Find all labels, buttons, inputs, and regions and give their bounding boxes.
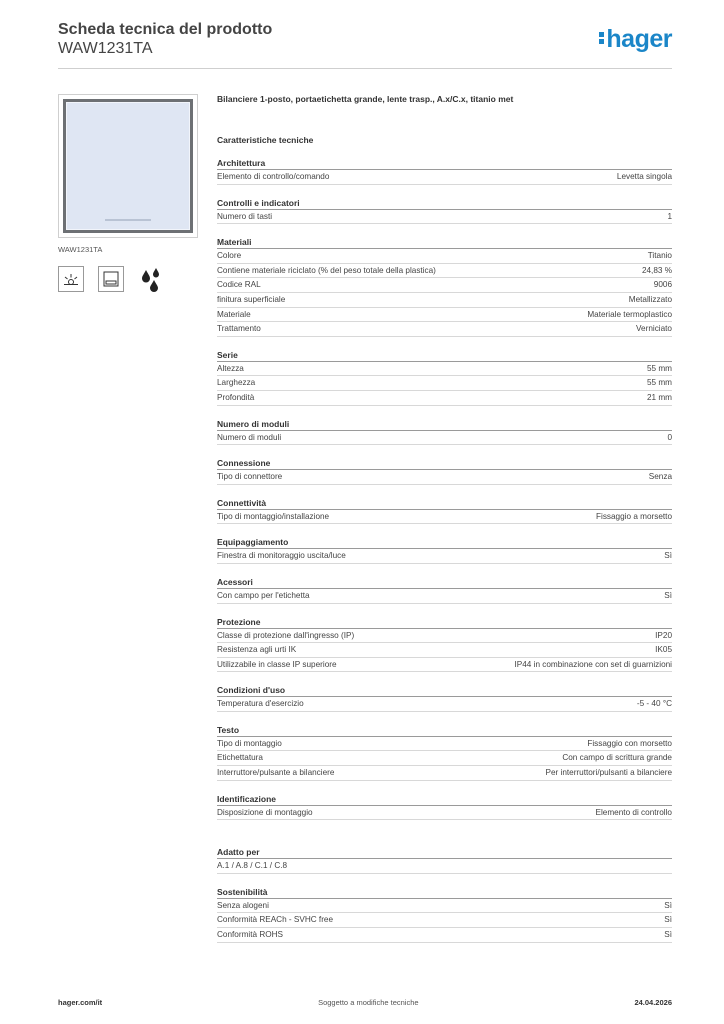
spec-group — [217, 576, 672, 604]
spec-group — [217, 236, 672, 337]
spec-group-title: Serie — [217, 349, 672, 362]
spec-row — [217, 322, 672, 337]
spec-row — [217, 510, 672, 525]
spec-group-title: Testo — [217, 724, 672, 737]
spec-row — [217, 737, 672, 752]
spec-value: 9006 — [653, 280, 672, 290]
spec-label: Contiene materiale riciclato (% del peso totale della plastica) — [217, 265, 436, 275]
spec-label: Colore — [217, 251, 242, 261]
feature-icons — [58, 266, 198, 292]
spec-row — [217, 899, 672, 914]
spec-label: Codice RAL — [217, 280, 261, 290]
spec-label: Classe di protezione dall'ingresso (IP) — [217, 630, 355, 640]
label-holder-icon — [98, 266, 124, 292]
spec-label: Profondità — [217, 392, 255, 402]
spec-value: Fissaggio con morsetto — [587, 738, 672, 748]
spec-label: Interruttore/pulsante a bilanciere — [217, 768, 335, 778]
spec-group-title: Identificazione — [217, 793, 672, 806]
footer-website[interactable]: hager.com/it — [58, 998, 103, 1007]
spec-value: IP20 — [655, 630, 672, 640]
spec-row — [217, 210, 672, 225]
spec-group-title: Sostenibilità — [217, 886, 672, 899]
spec-value: Titanio — [647, 251, 672, 261]
spec-groups — [217, 157, 672, 943]
spec-group-title: Connettività — [217, 497, 672, 510]
spec-row — [217, 362, 672, 377]
spec-group-title: Adatto per — [217, 846, 672, 859]
document-header — [58, 20, 672, 69]
section-gap — [217, 832, 672, 846]
spec-value: 24,83 % — [641, 265, 672, 275]
spec-value: 55 mm — [646, 378, 672, 388]
spec-row — [217, 697, 672, 712]
spec-value: Senza — [648, 472, 672, 482]
logo-text: hager — [606, 25, 672, 53]
spec-value: -5 - 40 °C — [636, 699, 672, 709]
spec-row — [217, 913, 672, 928]
specs-heading: Caratteristiche tecniche — [217, 135, 314, 145]
spec-value: 55 mm — [646, 363, 672, 373]
spec-row — [217, 391, 672, 406]
spec-row — [217, 249, 672, 264]
spec-label: finitura superficiale — [217, 294, 286, 304]
spec-label: Tipo di montaggio/installazione — [217, 511, 330, 521]
spec-group — [217, 418, 672, 446]
spec-group — [217, 157, 672, 185]
spec-value: Verniciato — [636, 324, 672, 334]
spec-label: Disposizione di montaggio — [217, 807, 313, 817]
spec-group — [217, 724, 672, 781]
spec-value: Sì — [664, 900, 672, 910]
spec-group — [217, 349, 672, 406]
product-image — [58, 94, 198, 238]
spec-group-title: Protezione — [217, 616, 672, 629]
document-footer — [58, 998, 672, 1007]
spec-label: Etichettatura — [217, 753, 263, 763]
spec-label: Finestra di monitoraggio uscita/luce — [217, 551, 346, 561]
spec-value: 1 — [667, 211, 672, 221]
spec-group-title: Architettura — [217, 157, 672, 170]
spec-group — [217, 793, 672, 821]
spec-group — [217, 457, 672, 485]
spec-group-title: Condizioni d'uso — [217, 684, 672, 697]
hager-logo — [599, 25, 672, 54]
spec-label: Temperatura d'esercizio — [217, 699, 304, 709]
spec-label: Tipo di montaggio — [217, 738, 282, 748]
spec-label: Conformità ROHS — [217, 930, 283, 940]
spec-row — [217, 751, 672, 766]
spec-group — [217, 684, 672, 712]
spec-group-title: Connessione — [217, 457, 672, 470]
spec-value: 21 mm — [646, 392, 672, 402]
specifications — [217, 93, 672, 955]
spec-group-title: Acessori — [217, 576, 672, 589]
spec-group — [217, 497, 672, 525]
spec-value: Sì — [664, 590, 672, 600]
footer-note: Soggetto a modifiche tecniche — [318, 998, 419, 1007]
spec-value: Elemento di controllo — [595, 807, 672, 817]
light-indicator-icon — [58, 266, 84, 292]
product-image-caption: WAW1231TA — [58, 245, 103, 254]
water-drops-icon — [138, 266, 164, 292]
document-title: Scheda tecnica del prodotto — [58, 21, 273, 38]
spec-group — [217, 197, 672, 225]
spec-label: Resistenza agli urti IK — [217, 645, 297, 655]
spec-value: 0 — [667, 432, 672, 442]
logo-dots-icon — [599, 30, 605, 46]
spec-value: Sì — [664, 915, 672, 925]
spec-label: Numero di tasti — [217, 211, 273, 221]
spec-value: IK05 — [655, 645, 672, 655]
spec-row — [217, 859, 672, 874]
spec-label: Senza alogeni — [217, 900, 269, 910]
spec-row — [217, 928, 672, 943]
spec-group-title: Numero di moduli — [217, 418, 672, 431]
spec-row — [217, 278, 672, 293]
footer-date: 24.04.2026 — [634, 998, 672, 1007]
spec-value: Levetta singola — [616, 172, 672, 181]
spec-label: Materiale — [217, 309, 251, 319]
spec-value: Sì — [664, 930, 672, 940]
spec-group — [217, 616, 672, 673]
spec-row — [217, 170, 672, 185]
spec-label: Tipo di connettore — [217, 472, 283, 482]
spec-row — [217, 470, 672, 485]
product-description: Bilanciere 1-posto, portaetichetta grande, lente trasp., A.x/C.x, titanio met — [217, 94, 514, 104]
spec-row — [217, 766, 672, 781]
spec-value: Materiale termoplastico — [587, 309, 672, 319]
spec-row — [217, 264, 672, 279]
label-holder-line — [105, 219, 151, 221]
spec-label: Con campo per l'etichetta — [217, 590, 310, 600]
spec-row — [217, 549, 672, 564]
spec-group — [217, 846, 672, 874]
spec-row — [217, 643, 672, 658]
spec-label: Conformità REACh - SVHC free — [217, 915, 334, 925]
spec-value: Metallizzato — [628, 294, 672, 304]
spec-row — [217, 308, 672, 323]
spec-row — [217, 376, 672, 391]
spec-group-title: Controlli e indicatori — [217, 197, 672, 210]
spec-group — [217, 536, 672, 564]
spec-value: Fissaggio a morsetto — [596, 511, 672, 521]
spec-row — [217, 658, 672, 673]
spec-label: Utilizzabile in classe IP superiore — [217, 659, 337, 669]
spec-label: Trattamento — [217, 324, 261, 334]
spec-value: Sì — [664, 551, 672, 561]
spec-label: A.1 / A.8 / C.1 / C.8 — [217, 861, 288, 871]
spec-value: Per interruttori/pulsanti a bilanciere — [545, 768, 672, 778]
spec-row — [217, 431, 672, 446]
spec-value: Con campo di scrittura grande — [562, 753, 672, 763]
spec-row — [217, 293, 672, 308]
spec-label: Larghezza — [217, 378, 256, 388]
spec-label: Altezza — [217, 363, 244, 373]
product-panel — [58, 94, 198, 292]
spec-label: Numero di moduli — [217, 432, 282, 442]
spec-group — [217, 886, 672, 943]
spec-value: IP44 in combinazione con set di guarnizioni — [514, 659, 672, 669]
spec-group-title: Materiali — [217, 236, 672, 249]
spec-label: Elemento di controllo/comando — [217, 172, 330, 181]
spec-row — [217, 589, 672, 604]
spec-row — [217, 629, 672, 644]
spec-group-title: Equipaggiamento — [217, 536, 672, 549]
product-code: WAW1231TA — [58, 40, 153, 57]
spec-row — [217, 806, 672, 821]
